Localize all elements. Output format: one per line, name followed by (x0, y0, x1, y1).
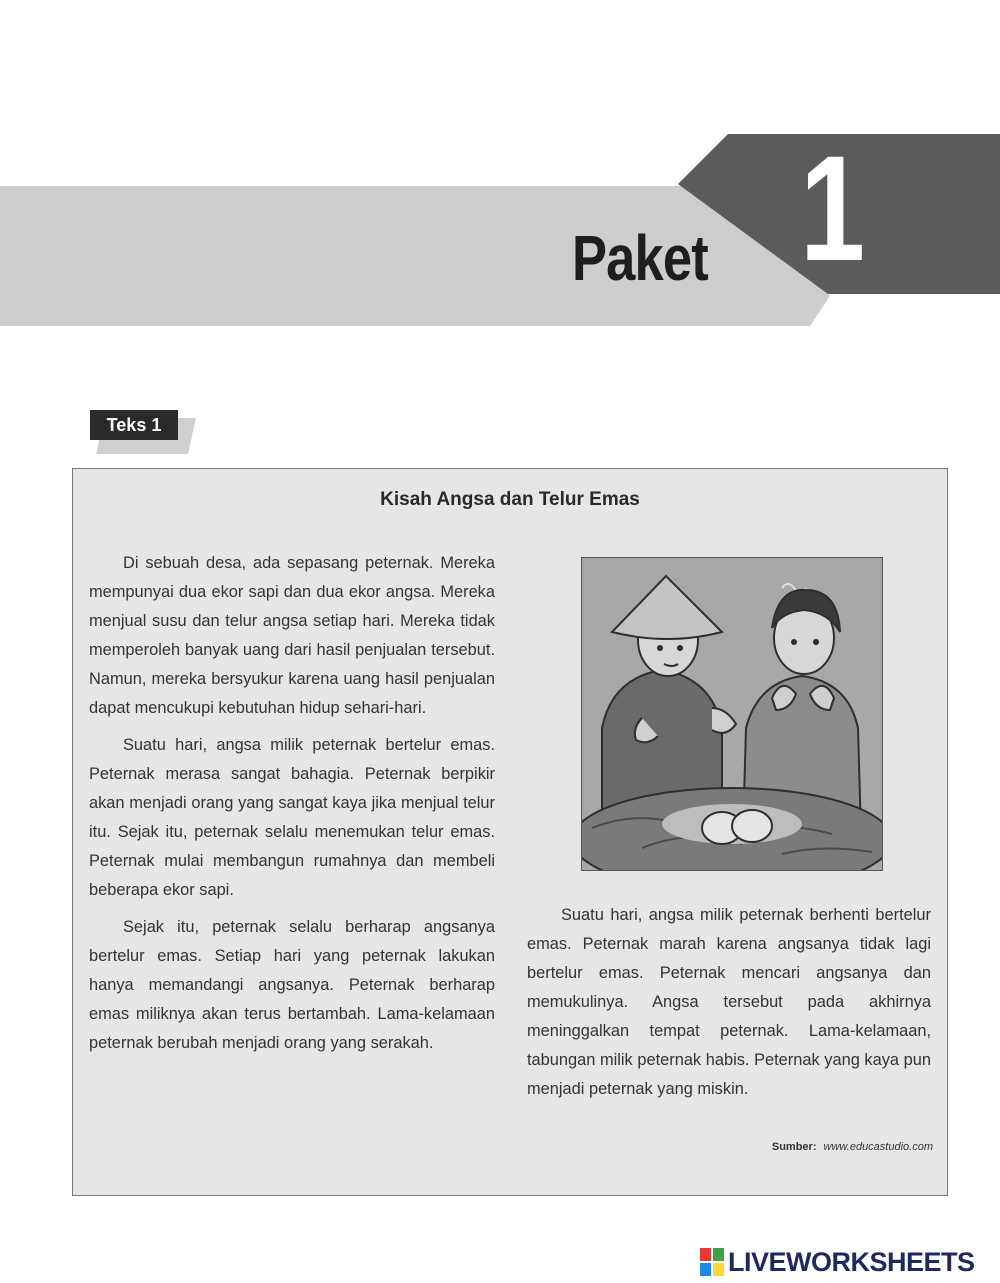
package-number: 1 (800, 124, 866, 292)
farmers-with-golden-eggs-illustration (581, 557, 883, 871)
logo-block (713, 1248, 724, 1261)
story-source (772, 1141, 933, 1153)
golden-egg (732, 810, 772, 842)
story-left-column (89, 549, 495, 1066)
story-paragraph: Suatu hari, angsa milik peternak berhenti bertelur emas. Peternak marah karena angsanya tidak lagi bertelur emas. Peternak mencari angsanya dan memukulinya. Angsa tersebut pada akhirnya meninggalkan tempat peternak. Lama-kelamaan, tabungan milik peternak habis. Peternak yang kaya pun menjadi peternak yang miskin. (527, 906, 931, 1098)
liveworksheets-icon (700, 1248, 724, 1276)
section-label: Teks 1 (90, 410, 178, 440)
story-paragraph: Sejak itu, peternak selalu berharap angsanya bertelur emas. Setiap hari yang peternak lakukan hanya memandangi angsanya. Peternak berharap emas miliknya akan terus bertambah. Lama-kelamaan peternak berubah menjadi orang yang serakah. (89, 918, 495, 1052)
man-eye (677, 645, 683, 651)
source-url: www.educastudio.com (823, 1141, 933, 1153)
liveworksheets-logo (700, 1244, 975, 1280)
story-box (72, 468, 948, 1196)
woman-eye (791, 639, 797, 645)
logo-block (700, 1248, 711, 1261)
logo-block (713, 1263, 724, 1276)
logo-block (700, 1263, 711, 1276)
page-title: Paket (572, 222, 708, 294)
story-paragraph: Di sebuah desa, ada sepasang peternak. Mereka mempunyai dua ekor sapi dan dua ekor angsa. Mereka menjual susu dan telur angsa setiap hari. Mereka tidak memperoleh banyak uang dari hasil penjualan tersebut. Namun, mereka bersyukur karena uang hasil penjualan dapat mencukupi kebutuhan hidup sehari-hari. (89, 554, 495, 717)
illustration-drawing (582, 558, 882, 870)
story-title: Kisah Angsa dan Telur Emas (380, 489, 640, 510)
man-eye (657, 645, 663, 651)
woman-eye (813, 639, 819, 645)
story-paragraph: Suatu hari, angsa milik peternak bertelur emas. Peternak merasa sangat bahagia. Peternak berpikir akan menjadi orang yang sangat kaya jika menjual telur itu. Sejak itu, peternak selalu menemukan telur emas. Peternak mulai membangun rumahnya dan membeli beberapa ekor sapi. (89, 736, 495, 899)
source-label: Sumber: (771, 1141, 817, 1153)
brand-text: LIVEWORKSHEETS (728, 1246, 975, 1277)
story-right-column (527, 901, 931, 1112)
